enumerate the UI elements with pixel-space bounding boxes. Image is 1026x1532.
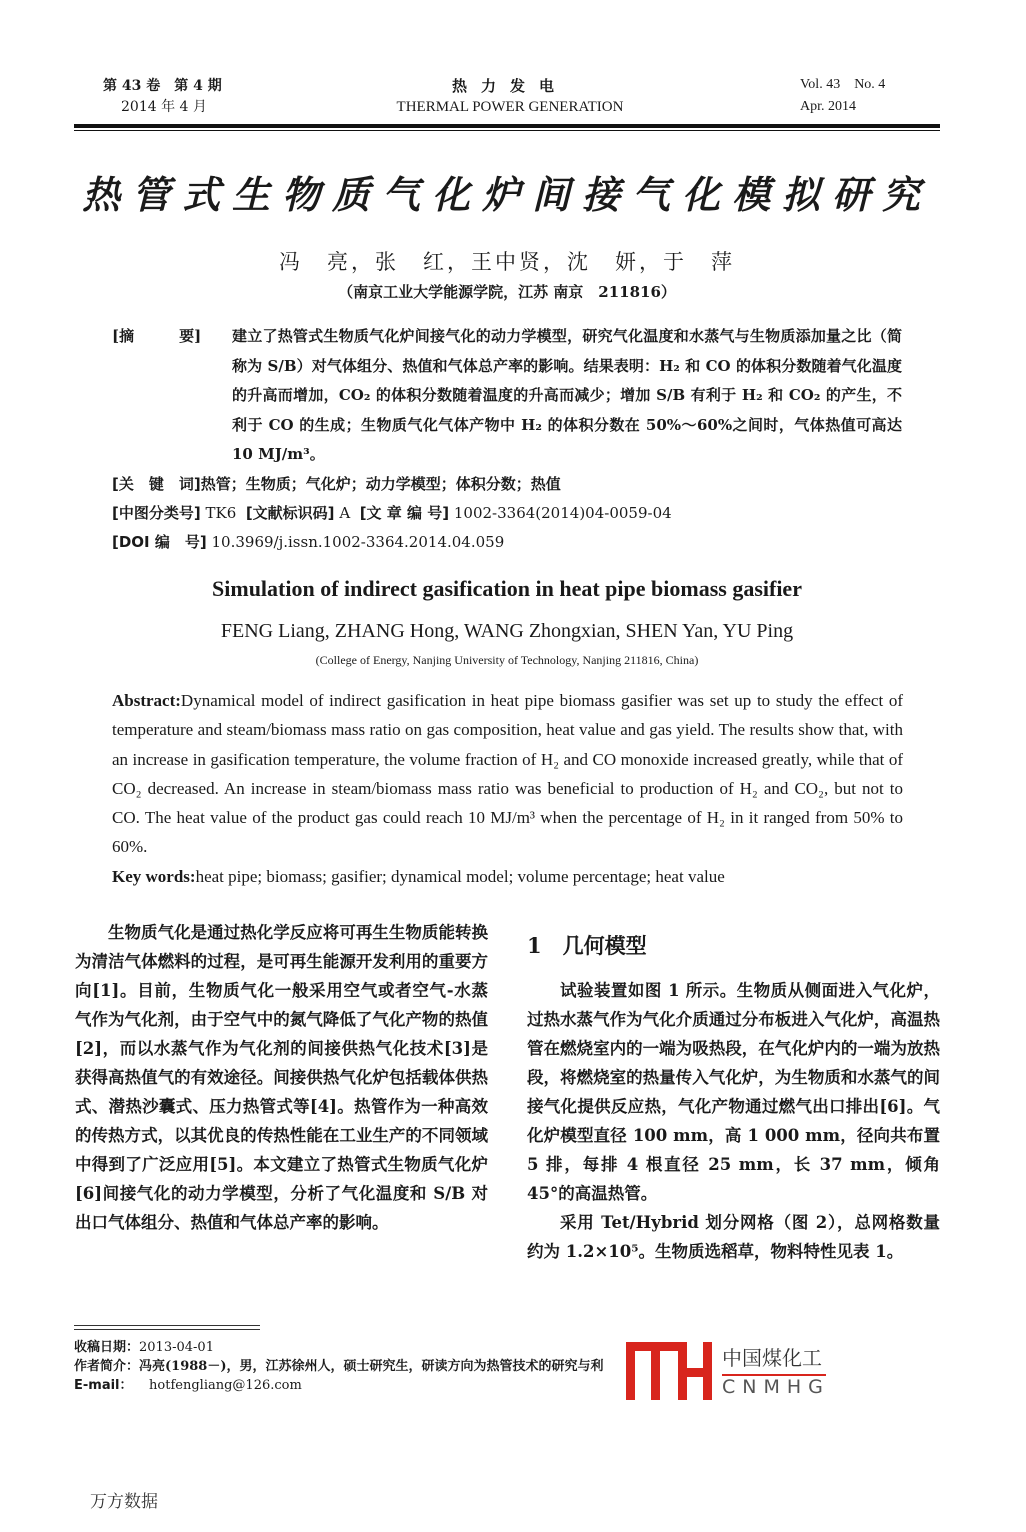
abstract-cn-text: 建立了热管式生物质气化炉间接气化的动力学模型，研究气化温度和水蒸气与生物质添加量之比（简称为 S/B）对气体组分、热值和气体总产率的影响。结果表明：H₂ 和 CO 的体积分数随着气化温度的升高而增加，CO₂ 的体积分数随着温度的升高而减少；增加 S/B 有利于 H₂ 和 CO₂ 的产生，不利于 CO 的生成；生物质气化气体产物中 H₂ 的体积分数在 50%～60%之间时，气体热值可高达 10 MJ/m³。 [232,327,902,463]
author-bio: 冯亮(1988－)，男，江苏徐州人，硕士研究生，研读方向为热管技术的研究与利 [139,1359,604,1374]
header-rule-thin [74,130,940,131]
classification [112,499,672,528]
received-label: 收稿日期： [74,1340,140,1355]
date-en: Apr. 2014 [800,99,856,114]
abstract-cn [112,322,902,470]
volume-cn: 第 43 卷 第 4 期 [103,78,222,94]
doc-code-label: [文献标识码] [245,504,335,522]
article-no-label: [文 章 编 号] [359,504,450,522]
email-value: hotfengliang@126.com [149,1378,302,1393]
doi-value: 10.3969/j.issn.1002-3364.2014.04.059 [211,533,505,551]
watermark: 万方数据 [90,1492,158,1512]
affiliation-en: (College of Energy, Nanjing University of Technology, Nanjing 211816, China) [315,653,699,667]
article-no-value: 1002-3364(2014)04-0059-04 [453,504,672,522]
journal-name-en: THERMAL POWER GENERATION [396,99,624,115]
authors-en: FENG Liang, ZHANG Hong, WANG Zhongxian, SHEN Yan, YU Ping [220,620,794,642]
logo-name-en: CNMHG [722,1376,830,1398]
email-label: E-mail： [74,1378,133,1393]
affiliation-cn: （南京工业大学能源学院，江苏 南京 211816） [338,283,676,301]
keywords-en [112,862,903,891]
doi-label: [DOI 编 号] [112,533,207,551]
keywords-cn [112,470,561,499]
doc-code-value: A [339,504,351,522]
intro-paragraph: 生物质气化是通过热化学反应将可再生生物质能转换为清洁气体燃料的过程，是可再生能源开发利用的重要方向[1]。目前，生物质气化一般采用空气或者空气-水蒸气作为气化剂，由于空气中的氮气降低了气化产物的热值[2]，而以水蒸气作为气化剂的间接供热气化技术[3]是获得高热值气的有效途径。间接供热气化炉包括载体供热式、潜热沙囊式、压力热管式等[4]。热管作为一种高效的传热方式，以其优良的传热性能在工业生产的不同领域中得到了广泛应用[5]。本文建立了热管式生物质气化炉[6]间接气化的动力学模型，分析了气化温度和 S/B 对出口气体组分、热值和气体总产率的影响。 [75,923,488,1232]
header-rule [74,124,940,128]
abstract-en-text: Dynamical model of indirect gasification in heat pipe biomass gasifier was set up to study the effect of temperature and steam/biomass mass ratio on gas composition, heat value and gas yield. The results show that, with an increase in gasification temperature, the volume fraction of H₂ and CO monoxide increased greatly, while that of CO₂ decreased. An increase in steam/biomass mass ratio was beneficial to production of H₂ and CO₂, but not to CO. The heat value of the product gas could reach 10 MJ/m³ when the percentage of H₂ in it ranged from 50% to 60%. [112,691,903,857]
clc-value: TK6 [205,504,237,522]
body-left-column [75,918,488,1237]
cnmhg-logo [626,1342,836,1402]
abstract-cn-label: [摘 要] [112,327,202,345]
keywords-cn-text: 热管；生物质；气化炉；动力学模型；体积分数；热值 [200,475,561,493]
volume-en: Vol. 43 No. 4 [800,77,886,92]
title-cn: 热管式生物质气化炉间接气化模拟研究 [81,172,932,217]
section-heading: 1 几何模型 [527,933,647,958]
journal-name-cn: 热力发电 [451,77,568,95]
footnote-rule [74,1325,260,1330]
keywords-en-label: Key words: [112,867,196,886]
doi [112,528,504,557]
footnote [74,1338,604,1395]
abstract-en [112,686,903,862]
keywords-en-text: heat pipe; biomass; gasifier; dynamical model; volume percentage; heat value [195,867,725,886]
clc-label: [中图分类号] [112,504,201,522]
body-right-column [527,976,940,1266]
received-date: 2013-04-01 [139,1340,214,1355]
keywords-cn-label: [关 键 词] [112,475,201,493]
section1-paragraph: 采用 Tet/Hybrid 划分网格（图 2），总网格数量约为 1.2×10⁵。生物质选稻草，物料特性见表 1。 [527,1213,940,1261]
issue-info-cn [103,76,222,118]
date-cn: 2014 年 4 月 [121,99,207,115]
logo-name-cn: 中国煤化工 [722,1346,822,1370]
section1-paragraph: 试验装置如图 1 所示。生物质从侧面进入气化炉，过热水蒸气作为气化介质通过分布板进入气化炉，高温热管在燃烧室内的一端为吸热段，在气化炉内的一端为放热段，将燃烧室的热量传入气化炉，为生物质和水蒸气的间接气化提供反应热，气化产物通过燃气出口排出[6]。气化炉模型直径 100 mm，高 1 000 mm，径向共布置 5 排，每排 4 根直径 25 mm，长 37 mm，倾角 45°的高温热管。 [527,981,940,1203]
authors-cn: 冯 亮，张 红，王中贤，沈 妍，于 萍 [279,250,735,274]
title-en: Simulation of indirect gasification in heat pipe biomass gasifier [212,576,802,601]
journal-name [360,76,660,118]
issue-info-en [800,74,885,118]
author-bio-label: 作者简介： [74,1359,140,1374]
abstract-en-label: Abstract: [112,691,181,710]
